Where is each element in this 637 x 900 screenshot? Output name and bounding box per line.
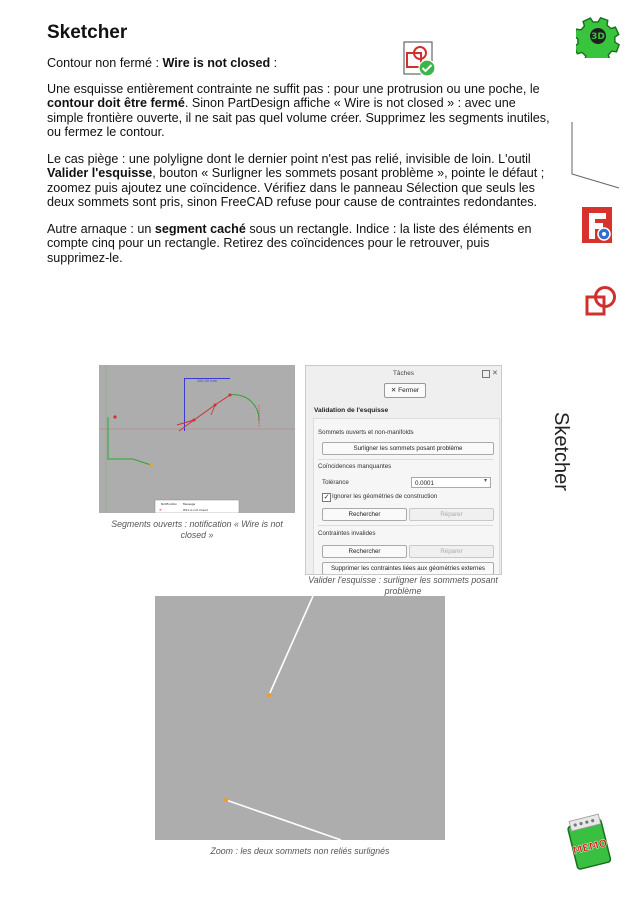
figure-caption-3: Zoom : les deux sommets non reliés surlignés (210, 846, 390, 856)
search-coincidences-button[interactable]: Rechercher (322, 508, 407, 521)
group-open-vertices: Sommets ouverts et non-manifolds (318, 429, 414, 436)
tab-divider-line (571, 122, 621, 192)
close-task-button[interactable]: ✕ Fermer (384, 383, 426, 398)
open-vertex (149, 463, 152, 466)
memo-notebook-icon (565, 812, 615, 874)
svg-text:Wire is not closed: Wire is not closed (183, 508, 208, 512)
search-constraints-button[interactable]: Rechercher (322, 545, 407, 558)
dimension-label: 100.00 mm (196, 379, 218, 383)
svg-text:✕: ✕ (159, 508, 162, 512)
paragraph-hidden-segment: Autre arnaque : un segment caché sous un rectangle. Indice : la liste des éléments en compte cinq pour un rectangle. Retirez des coïncidences pour le retrouver, puis supprimez-le. (47, 222, 532, 265)
highlight-vertices-button[interactable]: Surligner les sommets posant problème (322, 442, 494, 455)
chevron-down-icon[interactable]: ▾ (484, 478, 488, 484)
tolerance-label: Tolérance (322, 479, 349, 486)
ignore-construction-label: Ignorer les géométries de construction (332, 493, 438, 500)
restore-icon[interactable] (482, 370, 490, 378)
sketch-validation-icon (403, 41, 437, 77)
gear-3d-icon (576, 14, 620, 58)
svg-text:MEMO: MEMO (571, 838, 609, 858)
group-invalid-constraints: Contraintes invalides (318, 530, 376, 537)
figure-caption-2: Valider l'esquisse : surligner les sommets posant problème (308, 575, 498, 596)
ignore-construction-checkbox[interactable]: ✓ (323, 494, 330, 501)
zoom-viewport-figure (155, 596, 445, 840)
figure-caption-1: Segments ouverts : notification « Wire is not closed » (111, 519, 283, 540)
svg-text:3D: 3D (591, 32, 605, 42)
svg-text:Message: Message (183, 502, 196, 506)
freecad-logo-icon (580, 205, 614, 245)
repair-coincidences-button[interactable]: Réparer (409, 508, 494, 521)
paragraph-polyline-trap: Le cas piège : une polyligne dont le dernier point n'est pas relié, invisible de loin. L'outil Valider l'esquisse, bouton « Surligner les sommets posant problème », pointe le défaut ; zoomez puis ajoutez une coïncidence. Vérifiez dans le panneau Sélection que seuls les deux sommets sont pris, sinon FreeCAD refuse pour cause de contraintes redondantes. (47, 152, 545, 209)
highlighted-vertex-upper (267, 693, 271, 697)
repair-constraints-button[interactable]: Réparer (409, 545, 494, 558)
group-missing-coincidences: Coïncidences manquantes (318, 463, 392, 470)
tolerance-input[interactable]: 0.0001 (411, 477, 491, 488)
paragraph-closed-contour: Une esquisse entièrement contrainte ne suffit pas : pour une protrusion ou une poche, le contour doit être fermé. Sinon PartDesign affiche « Wire is not closed » : avec une simple frontière ouverte, il ne sait pas quel volume créer. Supprimez les segments inutiles, ou fermez le contour. (47, 82, 550, 139)
sketch-validation-panel (305, 365, 502, 575)
highlighted-vertex-lower (224, 798, 228, 802)
panel-header: Tâches (393, 370, 414, 377)
delete-external-constraints-button[interactable]: Supprimer les contraintes liées aux géométries externes (322, 562, 494, 575)
sketcher-icon (584, 284, 620, 320)
side-tab-label: Sketcher (550, 412, 572, 491)
sketch-viewport-figure (99, 365, 295, 513)
page-title: Sketcher (47, 22, 128, 43)
validation-body (313, 418, 500, 575)
svg-text:Notification: Notification (161, 502, 178, 506)
section-title: Validation de l'esquisse (314, 407, 389, 414)
paragraph-wire-not-closed: Contour non fermé : Wire is not closed : (47, 56, 278, 70)
panel-close-icon[interactable]: ✕ (492, 370, 498, 377)
